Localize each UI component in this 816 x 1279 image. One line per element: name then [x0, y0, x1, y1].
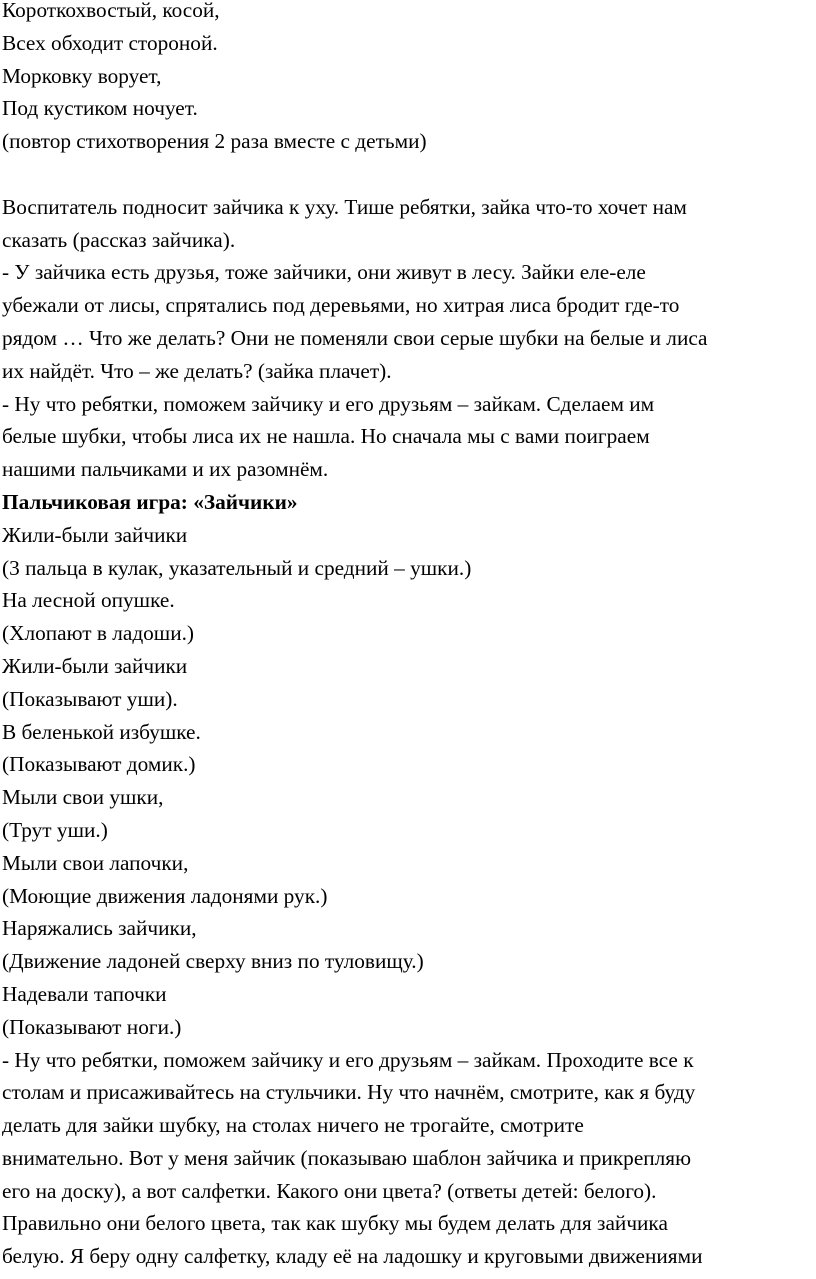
- game-line: Жили-были зайчики: [2, 653, 188, 678]
- text-line: их найдёт. Что – же делать? (зайка плачет).: [2, 358, 392, 383]
- poem-line: Короткохвостый, косой,: [2, 0, 220, 22]
- text-line: - Ну что ребятки, поможем зайчику и его друзьям – зайкам. Сделаем им: [2, 391, 655, 416]
- blank-line: [2, 158, 806, 191]
- text-line: - У зайчика есть друзья, тоже зайчики, они живут в лесу. Зайки еле-еле: [2, 260, 646, 285]
- poem-block: [2, 0, 806, 158]
- paragraph-activity: [2, 1044, 806, 1274]
- paragraph-story: [2, 191, 806, 486]
- game-line: Мыли свои ушки,: [2, 785, 164, 810]
- text-line: рядом … Что же делать? Они не поменяли свои серые шубки на белые и лиса: [2, 325, 708, 350]
- game-line: (Моющие движения ладонями рук.): [2, 883, 328, 908]
- game-line: В беленькой избушке.: [2, 719, 201, 744]
- game-line: Надевали тапочки: [2, 981, 167, 1006]
- game-line: (3 пальца в кулак, указательный и средний – ушки.): [2, 555, 472, 580]
- game-line: На лесной опушке.: [2, 588, 175, 613]
- game-line: (Трут уши.): [2, 817, 108, 842]
- text-line: столам и присаживайтесь на стульчики. Ну что начнём, смотрите, как я буду: [2, 1080, 696, 1105]
- text-line: внимательно. Вот у меня зайчик (показываю шаблон зайчика и прикрепляю: [2, 1145, 692, 1170]
- finger-game-block: [2, 519, 806, 1044]
- text-line: нашими пальчиками и их разомнём.: [2, 457, 329, 482]
- game-line: Мыли свои лапочки,: [2, 850, 189, 875]
- game-line: (Хлопают в ладоши.): [2, 621, 195, 646]
- text-line: белую. Я беру одну салфетку, кладу её на ладошку и круговыми движениями: [2, 1244, 703, 1269]
- game-line: (Показывают уши).: [2, 686, 178, 711]
- text-line: убежали от лисы, спрятались под деревьями, но хитрая лиса бродит где-то: [2, 293, 680, 318]
- game-line: Наряжались зайчики,: [2, 916, 197, 941]
- text-line: белые шубки, чтобы лиса их не нашла. Но сначала мы с вами поиграем: [2, 424, 650, 449]
- poem-line: Под кустиком ночует.: [2, 96, 198, 121]
- game-line: (Показывают домик.): [2, 752, 196, 777]
- poem-line: Морковку ворует,: [2, 63, 162, 88]
- game-line: Жили-были зайчики: [2, 522, 188, 547]
- game-title: Пальчиковая игра: «Зайчики»: [2, 489, 298, 514]
- text-line: сказать (рассказ зайчика).: [2, 227, 236, 252]
- text-line: - Ну что ребятки, поможем зайчику и его друзьям – зайкам. Проходите все к: [2, 1047, 694, 1072]
- game-line: (Движение ладоней сверху вниз по туловищу.): [2, 949, 424, 974]
- poem-line: Всех обходит стороной.: [2, 30, 218, 55]
- text-line: Воспитатель подносит зайчика к уху. Тише ребятки, зайка что-то хочет нам: [2, 194, 687, 219]
- text-line: делать для зайки шубку, на столах ничего не трогайте, смотрите: [2, 1113, 584, 1138]
- text-line: Правильно они белого цвета, так как шубку мы будем делать для зайчика: [2, 1211, 668, 1236]
- poem-note: (повтор стихотворения 2 раза вместе с детьми): [2, 129, 427, 154]
- text-line: его на доску), а вот салфетки. Какого они цвета? (ответы детей: белого).: [2, 1178, 657, 1203]
- game-line: (Показывают ноги.): [2, 1014, 182, 1039]
